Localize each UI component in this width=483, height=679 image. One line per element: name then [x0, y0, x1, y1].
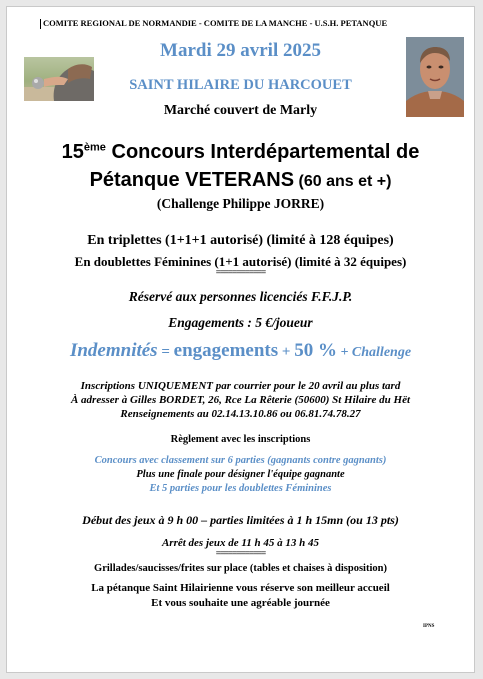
event-title-line2: [7, 169, 474, 192]
poster-page: [6, 6, 475, 673]
event-title-line1: [7, 141, 474, 164]
payment-rule: Règlement avec les inscriptions: [170, 434, 311, 445]
prize-equals: =: [157, 344, 174, 360]
event-date: Mardi 29 avril 2025: [160, 40, 321, 61]
registration-address: À adresser à Gilles BORDET, 26, Rce La Rêterie (50600) St Hilaire du Hët: [70, 394, 411, 406]
title-age: (60 ans et +): [294, 173, 392, 190]
prize-plus: +: [278, 344, 295, 360]
licence-requirement: Réservé aux personnes licenciés F.F.J.P.: [128, 289, 353, 304]
schedule-start: Début des jeux à 9 h 00 – parties limitées à 1 h 15mn (ou 13 pts): [82, 513, 399, 527]
welcome-message: La pétanque Saint Hilairienne vous réserve son meilleur accueil: [91, 582, 390, 594]
event-town: SAINT HILAIRE DU HARCOUET: [129, 77, 352, 93]
prize-percent: 50 %: [294, 340, 337, 361]
prize-engagements: engagements: [173, 340, 279, 361]
prize-indemnites: Indemnités: [69, 340, 158, 361]
title-veterans: Pétanque VETERANS: [89, 169, 295, 191]
format-doublettes: En doublettes Féminines (1+1 autorisé) (limité à 32 équipes): [74, 254, 407, 269]
prize-line: [7, 340, 474, 362]
schedule-break: Arrêt des jeux de 11 h 45 à 13 h 45: [161, 537, 320, 549]
entry-fee: Engagements : 5 €/joueur: [168, 315, 313, 330]
registration-deadline: Inscriptions UNIQUEMENT par courrier pour le 20 avril au plus tard: [80, 380, 401, 392]
food-info: Grillades/saucisses/frites sur place (tables et chaises à disposition): [94, 563, 387, 574]
format-triplettes: En triplettes (1+1+1 autorisé) (limité à 128 équipes): [87, 233, 394, 248]
rules-line3: Et 5 parties pour les doublettes Féminines: [149, 483, 332, 494]
event-venue: Marché couvert de Marly: [163, 103, 318, 118]
title-rest: Concours Interdépartemental de: [105, 141, 420, 163]
separator-1: ============: [215, 267, 266, 277]
title-number: 15: [61, 141, 84, 163]
registration-phone: Renseignements au 02.14.13.10.86 ou 06.81.74.78.27: [120, 408, 361, 420]
rules-line1: Concours avec classement sur 6 parties (gagnants contre gagnants): [94, 455, 387, 466]
committees-header: COMITE REGIONAL DE NORMANDIE - COMITE DE LA MANCHE - U.S.H. PETANQUE: [43, 18, 388, 28]
title-superscript: ème: [83, 141, 106, 154]
printer-mark: IPNS: [423, 624, 435, 629]
separator-2: ============: [215, 548, 266, 558]
wish-message: Et vous souhaite une agréable journée: [151, 597, 330, 609]
prize-challenge: + Challenge: [336, 345, 412, 360]
rules-line2: Plus une finale pour désigner l'équipe gagnante: [136, 469, 345, 480]
challenge-name: (Challenge Philippe JORRE): [156, 196, 325, 211]
